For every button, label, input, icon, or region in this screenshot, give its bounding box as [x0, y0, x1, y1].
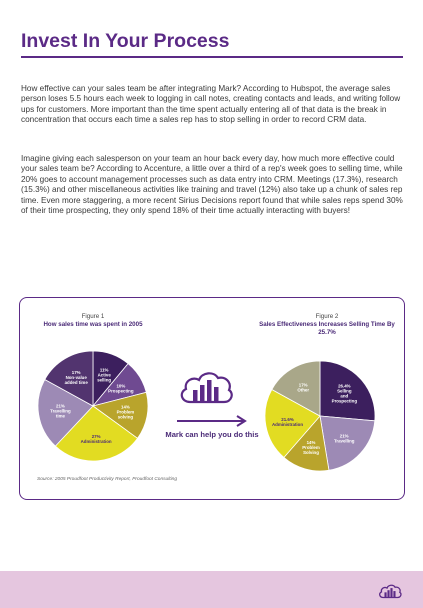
- pie-label-administration: 27% Administration: [80, 433, 112, 444]
- figure2-label: Figure 2: [315, 313, 339, 320]
- pie-label-travelling: 21% Travelling: [333, 433, 355, 444]
- cloud-chart-icon: [178, 368, 234, 408]
- pie-label-non-value-added-time: 17% Non-value added time: [64, 370, 88, 386]
- source-note: Source: 2005 Proudfoot Productivity Report, Proudfoot Consulting: [37, 477, 177, 482]
- figure1-title: How sales time was spent in 2005: [43, 321, 143, 328]
- figure2-title: Sales Effectiveness Increases Selling Time By 25.7%: [259, 321, 395, 336]
- body-paragraph: Imagine giving each salesperson on your team an hour back every day, how much more effective could your sales team be? According to Accenture, a little over a third of a rep's week goes to selling time, while 20% goes to account management processes such as data entry into CRM. Meetings (17.3%), research (15.3%) and other miscellaneous activities like training and travel (12%) also take up a chunk of sales rep time. Even more staggering, a more recent Sirius Decisions report found that while sales reps spend 30% of their time prospecting, they only spend 18% of their time actually interacting with buyers!: [21, 154, 403, 216]
- mark-tagline: Mark can help you do this: [165, 430, 259, 439]
- pie-label-travelling-time: 21% Travelling time: [50, 403, 71, 419]
- footer-logo-icon: [378, 583, 402, 600]
- intro-paragraph: How effective can your sales team be after integrating Mark? According to Hubspot, the average sales person loses 5.5 hours each week to logging in call notes, creating contacts and leads, and writing follow ups for customers. More important than the time spent actually entering all of that data is the break in concentration that occurs each time a sales rep has to stop selling in order to record CRM data.: [21, 84, 401, 125]
- footer-bar: [0, 571, 423, 608]
- pie-label-prospecting: 10% Prospecting: [108, 383, 134, 394]
- pie-label-administration: 21.6% Administration: [272, 416, 304, 427]
- pie-label-active-selling: 11% Active selling: [97, 367, 112, 383]
- title-underline: [21, 56, 403, 58]
- page-title: Invest In Your Process: [21, 30, 230, 52]
- pie-label-problem-solving: 14% Problem Solving: [302, 440, 320, 456]
- pie-chart-effectiveness: [263, 359, 377, 473]
- pie-chart-2005: [36, 349, 150, 463]
- pie-label-selling-and-prospecting: 26.4% Selling and Prospecting: [331, 383, 358, 404]
- arrow-right-icon: [175, 415, 251, 427]
- figure1-label: Figure 1: [81, 313, 105, 320]
- pie-label-problem-solving: 14% Problem solving: [116, 404, 135, 420]
- pie-label-other: 17% Other: [297, 382, 310, 393]
